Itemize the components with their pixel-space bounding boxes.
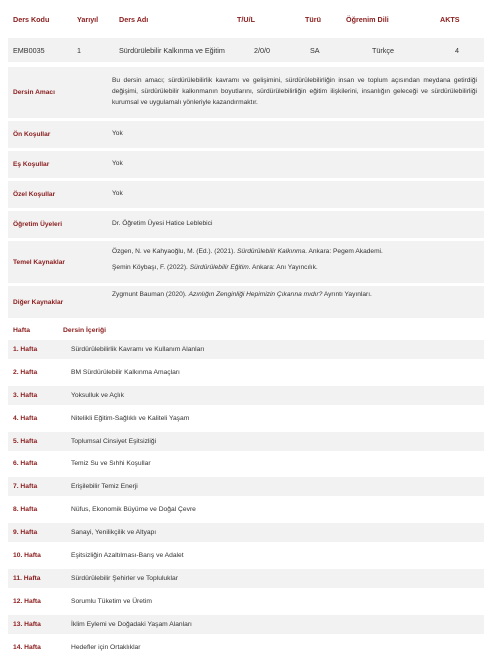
special-label: Özel Koşullar <box>8 181 98 208</box>
week-row <box>8 615 484 634</box>
special-value: Yok <box>98 181 484 208</box>
prereq-value: Yok <box>98 121 484 148</box>
week-topic: Yoksulluk ve Açlık <box>71 391 124 399</box>
course-ects: 4 <box>455 46 459 55</box>
week-topic: Sürdürülebilir Şehirler ve Topluluklar <box>71 574 178 582</box>
week-label: 8. Hafta <box>13 506 38 514</box>
course-code: EMB0035 <box>13 46 45 55</box>
main-refs-label: Temel Kaynaklar <box>8 241 98 283</box>
week-topic: Toplumsal Cinsiyet Eşitsizliği <box>71 437 157 445</box>
week-row <box>8 569 484 588</box>
other-refs-value: Zygmunt Bauman (2020). Azınlığın Zenginliği Hepimizin Çıkarına mıdır? Ayrıntı Yayınları. <box>98 286 484 318</box>
course-summary-row <box>8 38 484 62</box>
other-refs-label: Diğer Kaynaklar <box>8 286 98 318</box>
week-topic: Sanayi, Yenilikçilik ve Altyapı <box>71 529 157 537</box>
reference-2: Şemin Köybaşı, F. (2022). Sürdürülebilir Eğitim. Ankara: Anı Yayıncılık. <box>112 264 318 271</box>
header-type: Türü <box>305 15 321 24</box>
course-document <box>8 8 484 660</box>
week-row <box>8 454 484 473</box>
aim-text: Bu dersin amacı; sürdürülebilirlik kavramı ve gelişimini, sürdürülebilirliğin insan ve toplum açısından meydana getirdiği değişimi, sürdürülebilir kalkınmanın boyutlarını, sürdürülebilirliğin eğitim ilişkilerini, insanlığın geleceği ve sürdürülebilirliği kurumsal ve uygulamalı yönleriyle kazandırmaktır. <box>98 67 484 118</box>
week-row <box>8 523 484 542</box>
week-row <box>8 340 484 359</box>
week-topic: Sürdürülebilirlik Kavramı ve Kullanım Alanları <box>71 346 205 353</box>
week-row <box>8 386 484 405</box>
header-language: Öğrenim Dili <box>346 15 389 24</box>
course-header-row <box>8 8 484 31</box>
week-label: 11. Hafta <box>13 574 41 582</box>
reference-1: Özgen, N. ve Kahyaoğlu, M. (Ed.). (2021). Sürdürülebilir Kalkınma. Ankara: Pegem Akademi. <box>112 248 383 256</box>
main-refs-row <box>8 241 484 283</box>
week-row <box>8 546 484 565</box>
prereq-row <box>8 121 484 148</box>
week-topic: Hedefler için Ortaklıklar <box>71 643 141 651</box>
course-info-table <box>8 64 484 321</box>
week-label: 10. Hafta <box>13 552 41 560</box>
week-row <box>8 638 484 657</box>
header-tul: T/U/L <box>237 15 255 24</box>
week-topic: Sorumlu Tüketim ve Üretim <box>71 597 152 605</box>
week-label: 12. Hafta <box>13 597 41 605</box>
instructor-value: Dr. Öğretim Üyesi Hatice Leblebici <box>98 211 484 238</box>
weeks-header <box>8 322 484 340</box>
header-semester: Yarıyıl <box>77 15 99 24</box>
week-row <box>8 409 484 428</box>
week-row <box>8 363 484 382</box>
week-label: 7. Hafta <box>13 483 38 491</box>
week-label: 3. Hafta <box>13 391 38 399</box>
week-label: 6. Hafta <box>13 460 38 468</box>
coreq-value: Yok <box>98 151 484 178</box>
week-topic: Eşitsizliğin Azaltılması-Barış ve Adalet <box>71 552 184 560</box>
week-label: 5. Hafta <box>13 437 38 445</box>
coreq-label: Eş Koşullar <box>8 151 98 178</box>
week-topic: Erişilebilir Temiz Enerji <box>71 483 138 491</box>
week-label: 2. Hafta <box>13 368 38 376</box>
week-row <box>8 477 484 496</box>
week-row <box>8 432 484 451</box>
aim-label: Dersin Amacı <box>8 67 98 118</box>
week-topic: Temiz Su ve Sıhhi Koşullar <box>71 460 151 468</box>
week-topic: Nitelikli Eğitim-Sağlıklı ve Kaliteli Yaşam <box>71 414 190 422</box>
special-row <box>8 181 484 208</box>
course-language: Türkçe <box>372 46 394 55</box>
week-row <box>8 592 484 611</box>
week-label: 14. Hafta <box>13 643 41 651</box>
weeks-header-week: Hafta <box>13 327 30 334</box>
week-label: 4. Hafta <box>13 414 38 422</box>
other-refs-row <box>8 286 484 318</box>
week-row <box>8 500 484 519</box>
header-ects: AKTS <box>440 15 460 24</box>
coreq-row <box>8 151 484 178</box>
header-name: Ders Adı <box>119 15 149 24</box>
instructor-label: Öğretim Üyeleri <box>8 211 98 238</box>
main-refs-value <box>98 241 484 283</box>
course-semester: 1 <box>77 46 81 55</box>
week-label: 9. Hafta <box>13 529 38 537</box>
week-label: 1. Hafta <box>13 346 38 353</box>
weeks-list <box>8 340 484 657</box>
course-tul: 2/0/0 <box>254 46 270 55</box>
course-name: Sürdürülebilir Kalkınma ve Eğitim <box>119 46 225 55</box>
header-code: Ders Kodu <box>13 15 50 24</box>
week-topic: Nüfus, Ekonomik Büyüme ve Doğal Çevre <box>71 506 196 514</box>
weeks-header-content: Dersin İçeriği <box>63 327 107 334</box>
instructor-row <box>8 211 484 238</box>
week-label: 13. Hafta <box>13 620 41 628</box>
course-type: SA <box>310 46 320 55</box>
aim-row <box>8 67 484 118</box>
prereq-label: Ön Koşullar <box>8 121 98 148</box>
week-topic: BM Sürdürülebilir Kalkınma Amaçları <box>71 368 180 376</box>
week-topic: İklim Eylemi ve Doğadaki Yaşam Alanları <box>71 620 192 628</box>
